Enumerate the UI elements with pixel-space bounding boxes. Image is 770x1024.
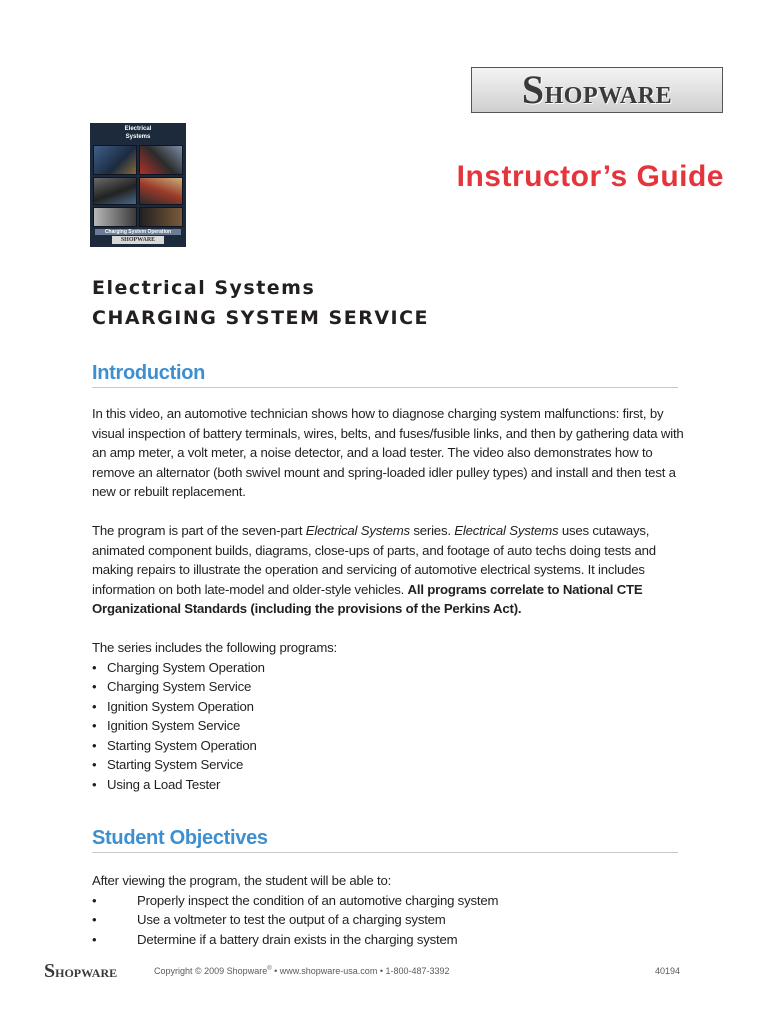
p2-text-2: series. xyxy=(409,523,455,538)
contact-text: • www.shopware-usa.com • 1-800-487-3392 xyxy=(271,966,450,976)
list-item: • Starting System Operation xyxy=(92,736,692,756)
page-footer xyxy=(44,958,680,982)
intro-paragraph-1: In this video, an automotive technician shows how to diagnose charging system malfunctions: first, by visual inspection of battery terminals, wires, belts, and fuses/fusible links, and then by gathering data with an amp meter, a volt meter, a noise detector, and a load tester. The video also demonstrates how to remove an alternator (both swivel mount and spring-loaded idler pulley types) and install and then test a new or rebuilt replacement. xyxy=(92,406,684,499)
cover-heading-line1: Electrical xyxy=(124,126,152,132)
footer-copyright xyxy=(154,966,450,976)
intro-paragraph-2 xyxy=(92,521,692,619)
program-list-block xyxy=(92,638,692,794)
list-item: • Use a voltmeter to test the output of a charging system xyxy=(92,910,692,930)
objectives-list xyxy=(92,891,692,950)
p2-italic-2: Electrical Systems xyxy=(454,523,559,538)
objectives-lead: After viewing the program, the student will be able to: xyxy=(92,873,392,888)
shopware-logo-text xyxy=(521,67,673,112)
p2-bold-statement: All programs correlate to National CTE Organizational Standards (including the provisions of the Perkins Act). xyxy=(92,581,643,616)
footer-logo xyxy=(44,960,117,983)
registered-mark: ® xyxy=(267,966,272,972)
introduction-paragraph xyxy=(92,404,692,502)
logo-wordmark: HOPWARE xyxy=(544,83,673,109)
introduction-heading: Introduction xyxy=(92,362,678,388)
program-name: CHARGING SYSTEM SERVICE xyxy=(92,307,430,329)
program-title xyxy=(92,273,429,333)
footer-logo-initial: S xyxy=(44,960,56,982)
cover-photo-5 xyxy=(93,207,137,227)
p2-text-3: uses cutaways, animated component builds, diagrams, close-ups of parts, and footage of auto techs doing tests and making repairs to illustrate the operation and servicing of automotive electrical systems. It includes information on both late-model and older-style vehicles. xyxy=(92,523,656,597)
series-paragraph xyxy=(92,521,692,619)
series-intro-text: The series includes the following programs: xyxy=(92,640,338,655)
cover-photo-6 xyxy=(139,207,183,227)
series-name: Electrical Systems xyxy=(92,277,316,299)
copyright-text: Copyright © 2009 Shopware xyxy=(154,966,268,976)
shopware-logo xyxy=(471,67,723,113)
list-item: • Charging System Operation xyxy=(92,658,692,678)
footer-logo-wordmark: HOPWARE xyxy=(55,966,118,980)
list-item: • Ignition System Service xyxy=(92,716,692,736)
student-objectives-heading: Student Objectives xyxy=(92,827,678,853)
list-item: • Charging System Service xyxy=(92,677,692,697)
cover-series-label: Charging System Operation xyxy=(95,229,181,235)
logo-initial: S xyxy=(521,67,545,112)
list-item: • Determine if a battery drain exists in the charging system xyxy=(92,930,692,950)
list-item: • Using a Load Tester xyxy=(92,775,692,795)
list-item: • Properly inspect the condition of an automotive charging system xyxy=(92,891,692,911)
cover-photo-4 xyxy=(139,177,183,205)
cover-heading xyxy=(90,123,186,145)
cover-photo-1 xyxy=(93,145,137,175)
cover-heading-line2: Systems xyxy=(125,133,151,140)
page-title: Instructor’s Guide xyxy=(456,160,724,193)
objectives-block xyxy=(92,871,692,949)
cover-logo: SHOPWARE xyxy=(112,236,164,244)
list-item: • Starting System Service xyxy=(92,755,692,775)
cover-photo-2 xyxy=(139,145,183,175)
p2-text-1: The program is part of the seven-part xyxy=(92,523,306,538)
program-list xyxy=(92,658,692,795)
p2-italic-1: Electrical Systems xyxy=(305,523,410,538)
cover-photo-3 xyxy=(93,177,137,205)
dvd-cover-image xyxy=(90,123,186,247)
list-item: • Ignition System Operation xyxy=(92,697,692,717)
document-code: 40194 xyxy=(654,966,680,976)
